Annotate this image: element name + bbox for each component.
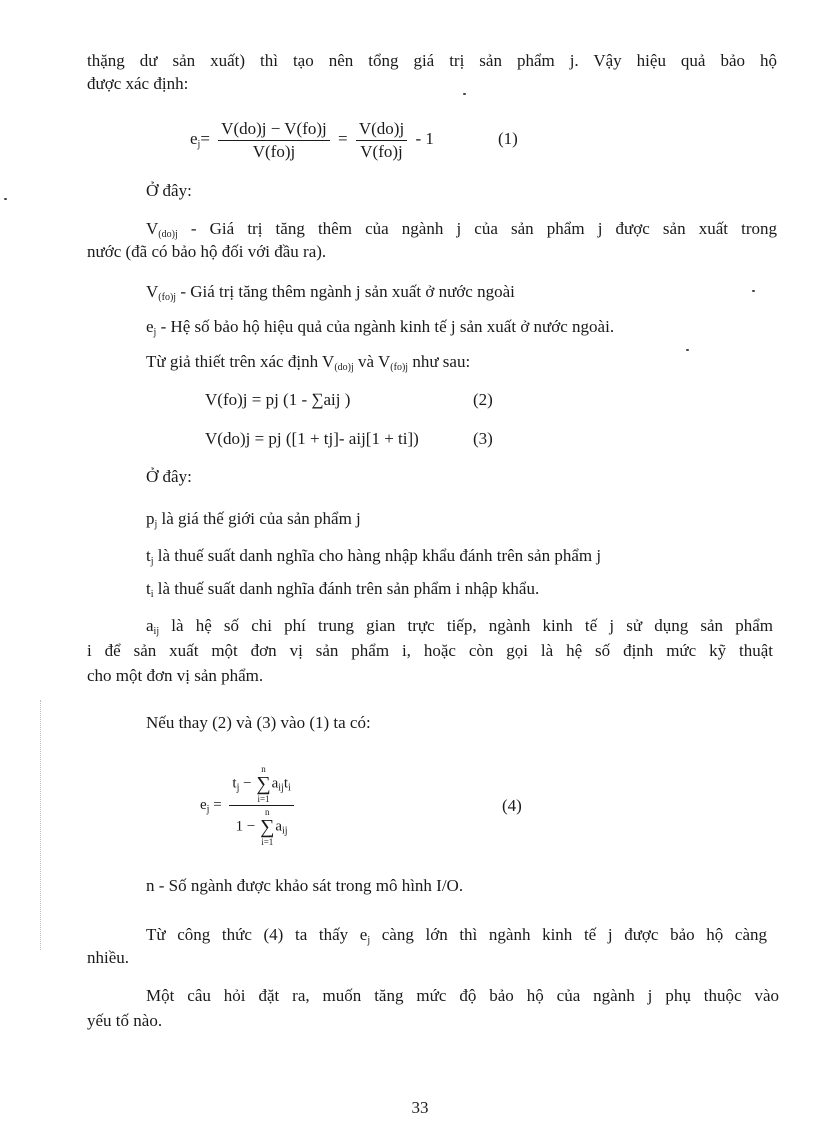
symbol-sub: j <box>154 519 158 530</box>
symbol: V <box>146 282 159 301</box>
symbol-sub: (do)j <box>158 229 178 240</box>
text: là hệ số chi phí trung gian trực tiếp, ngành kinh tế j sử dụng sản phẩm <box>159 616 773 635</box>
paragraph-line <box>146 985 779 1007</box>
term: a <box>271 775 279 792</box>
term-sub: ij <box>278 782 284 794</box>
page-number-text: 33 <box>411 1098 429 1117</box>
paragraph-line <box>146 466 192 488</box>
paragraph-line <box>146 924 767 946</box>
paragraph-line <box>146 351 470 373</box>
term-sub: j <box>236 782 240 794</box>
label: (1) <box>498 129 518 148</box>
symbol-sub: j <box>367 935 371 946</box>
text: - Giá trị tăng thêm ngành j sản xuất ở nước ngoài <box>176 282 515 301</box>
paragraph-line <box>87 640 773 662</box>
eq-lhs: e <box>200 797 207 813</box>
paragraph-line <box>146 545 601 567</box>
equation-label <box>498 128 518 150</box>
fraction-numerator: V(do)j − V(fo)j <box>218 119 330 141</box>
paragraph-line <box>146 281 515 303</box>
text: là giá thế giới của sản phẩm j <box>157 509 361 528</box>
scan-dotted-line <box>40 700 42 950</box>
text: Một câu hỏi đặt ra, muốn tăng mức độ bảo hộ của ngành j phụ thuộc vào <box>146 986 779 1005</box>
sum-symbol: ∑ <box>256 773 271 796</box>
text: Ở đây: <box>146 467 192 486</box>
equation-3 <box>205 428 419 450</box>
equation-1 <box>190 117 434 167</box>
eq-tail: - 1 <box>415 129 434 148</box>
text: Từ công thức (4) ta thấy <box>146 925 360 944</box>
paragraph-line <box>87 947 129 969</box>
paragraph-line <box>146 180 192 202</box>
paragraph-line <box>87 1010 162 1032</box>
symbol: a <box>146 616 154 635</box>
paragraph-line <box>87 50 777 72</box>
fraction <box>229 764 293 847</box>
symbol: p <box>146 509 155 528</box>
eq-sign: = <box>338 129 348 148</box>
text: - Hệ số bảo hộ hiệu quả của ngành kinh tế j sản xuất ở nước ngoài. <box>156 317 615 336</box>
symbol-sub: (do)j <box>334 362 354 373</box>
text: cho một đơn vị sản phẩm. <box>87 666 264 685</box>
symbol-sub: j <box>150 556 154 567</box>
equation-label <box>502 795 522 817</box>
text: là thuế suất danh nghĩa đánh trên sản phẩm i nhập khẩu. <box>153 579 540 598</box>
symbol-sub: i <box>150 589 154 600</box>
sum-lower: i=1 <box>261 837 274 848</box>
text: nước (đã có bảo hộ đối với đầu ra). <box>87 242 327 261</box>
equation-text: V(fo)j = pj (1 - ∑aij ) <box>205 390 351 409</box>
text: - Giá trị tăng thêm của ngành j của sản phẩm j được sản xuất trong <box>177 219 777 238</box>
paragraph-line <box>87 665 263 687</box>
sum-upper: n <box>261 764 266 775</box>
fraction-denominator <box>233 806 291 847</box>
scan-speck <box>463 93 466 95</box>
paragraph-line <box>87 73 188 95</box>
equation-label <box>473 389 493 411</box>
paragraph-line <box>146 578 539 600</box>
sum-lower: i=1 <box>257 794 270 805</box>
symbol: e <box>359 925 368 944</box>
sum-upper: n <box>264 807 270 818</box>
symbol-sub: j <box>153 327 157 338</box>
fraction <box>218 119 330 162</box>
symbol-sub: ij <box>153 626 160 637</box>
summation <box>260 807 274 847</box>
symbol: e <box>146 317 154 336</box>
text: yếu tố nào. <box>87 1011 163 1030</box>
term: t <box>232 775 237 792</box>
term: a <box>275 818 283 835</box>
symbol-sub: (fo)j <box>390 362 409 373</box>
text: Nếu thay (2) và (3) vào (1) ta có: <box>146 713 371 732</box>
paragraph-line <box>87 241 326 263</box>
text: được xác định: <box>87 74 189 93</box>
eq-sub: j <box>197 139 201 150</box>
fraction-denominator: V(fo)j <box>252 141 296 161</box>
scan-speck <box>4 198 7 200</box>
term: t <box>283 775 289 792</box>
equation-2 <box>205 389 350 411</box>
sum-symbol: ∑ <box>260 816 275 839</box>
paragraph-line <box>146 218 777 240</box>
label: (3) <box>473 429 493 448</box>
eq-sub: j <box>206 804 210 815</box>
paragraph-line <box>146 316 614 338</box>
paragraph-line <box>146 508 361 530</box>
paragraph-line <box>146 615 773 637</box>
text: và <box>353 352 379 371</box>
term: 1 − <box>235 818 260 835</box>
text: nhiều. <box>87 948 130 967</box>
scan-speck <box>752 290 755 292</box>
label: (2) <box>473 390 493 409</box>
text: i để sản xuất một đơn vị sản phẩm i, hoặc còn gọi là hệ số định mức kỹ thuật <box>87 641 773 660</box>
summation <box>256 764 270 804</box>
eq-sign: = <box>213 797 222 813</box>
equation-4 <box>200 760 298 850</box>
text: càng lớn thì ngành kinh tế j được bảo hộ càng <box>370 925 767 944</box>
fraction-numerator: V(do)j <box>356 119 407 141</box>
text: như sau: <box>408 352 471 371</box>
eq-sign: = <box>200 129 210 148</box>
fraction <box>356 119 407 162</box>
text: Từ giả thiết trên xác định <box>146 352 323 371</box>
symbol: t <box>146 579 151 598</box>
text: là thuế suất danh nghĩa cho hàng nhập khẩu đánh trên sản phẩm j <box>153 546 602 565</box>
text: thặng dư sản xuất) thì tạo nên tổng giá trị sản phẩm j. Vậy hiệu quả bảo hộ <box>87 51 777 70</box>
paragraph-line <box>146 875 463 897</box>
symbol: t <box>146 546 151 565</box>
text: n - Số ngành được khảo sát trong mô hình I/O. <box>146 876 464 895</box>
term-sub: i <box>288 782 291 794</box>
operator: − <box>239 775 256 792</box>
scan-speck <box>686 349 689 351</box>
paragraph-line <box>146 712 371 734</box>
symbol: V <box>146 219 159 238</box>
page-number <box>400 1097 440 1119</box>
fraction-denominator: V(fo)j <box>360 141 403 161</box>
symbol: V <box>378 352 391 371</box>
equation-text: V(do)j = pj ([1 + tj]- aij[1 + ti]) <box>205 429 419 448</box>
symbol-sub: (fo)j <box>158 292 177 303</box>
term-sub: ij <box>282 825 288 837</box>
text: Ở đây: <box>146 181 192 200</box>
label: (4) <box>502 796 522 815</box>
equation-label <box>473 428 493 450</box>
fraction-numerator <box>229 764 293 806</box>
symbol: V <box>322 352 335 371</box>
eq-lhs: e <box>190 129 198 148</box>
